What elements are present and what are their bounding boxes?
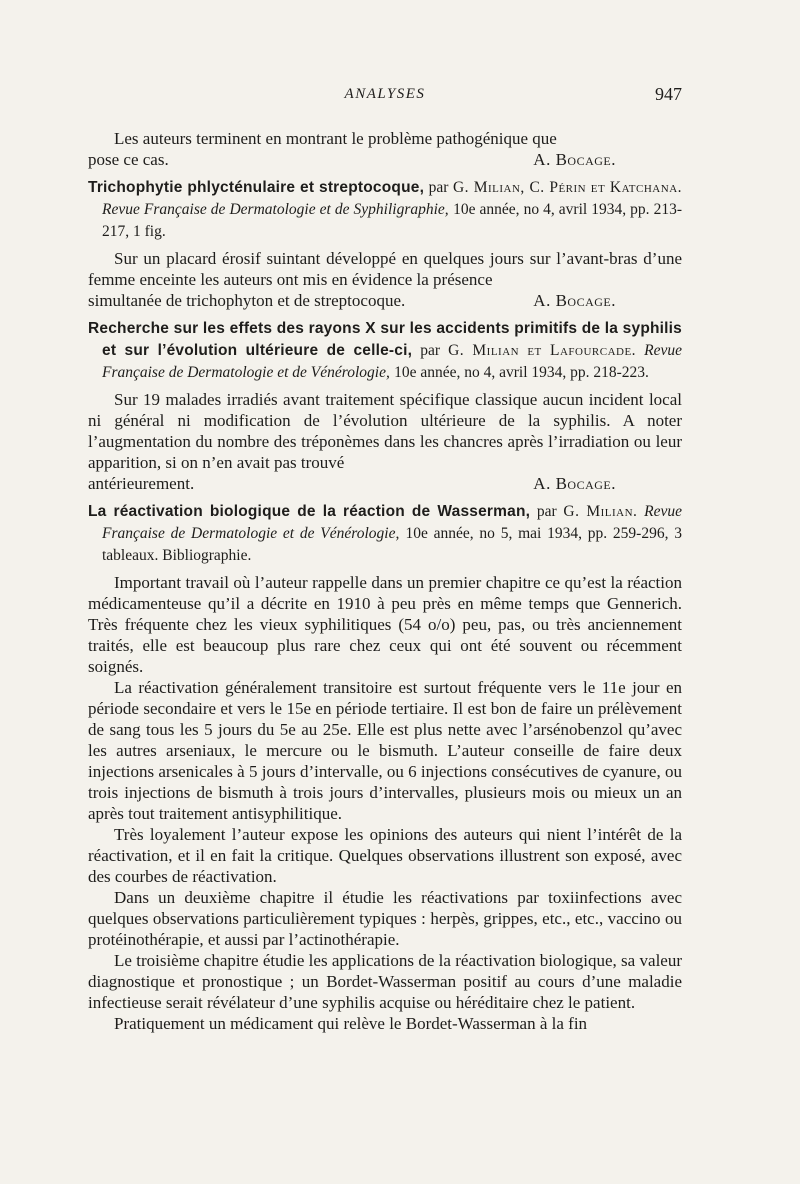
reviewer-signature: A. Bocage. xyxy=(533,291,616,310)
entry-heading xyxy=(88,500,682,566)
signature-line xyxy=(88,290,682,311)
entry-heading xyxy=(88,176,682,242)
entry-authors: G. Milian et Lafourcade. xyxy=(448,342,637,359)
page-number: 947 xyxy=(655,84,682,104)
entry-title: La réactivation biologique de la réaction de Wasserman, xyxy=(88,503,531,520)
entry-par: par xyxy=(428,179,449,196)
entry-journal: Revue Française de Dermatologie et de Vénérologie, xyxy=(102,503,683,542)
running-title: ANALYSES xyxy=(344,86,426,102)
running-header xyxy=(88,82,682,110)
entry-journal: Revue Française de Dermatologie et de Vénérologie, xyxy=(102,342,683,381)
paragraph xyxy=(88,248,682,290)
paragraph-end: pose ce cas. xyxy=(88,150,169,169)
entry-reference: 10e année, no 4, avril 1934, pp. 218-223. xyxy=(394,364,649,381)
paragraph: Dans un deuxième chapitre il étudie les réactivations par toxiinfections avec quelques observations particulièrement typiques : herpès, grippes, etc., etc., vaccino ou protéinothérapie, et aussi par l’actinothérapie. xyxy=(88,888,682,949)
paragraph-text: Les auteurs terminent en montrant le problème pathogénique que xyxy=(114,129,557,148)
paragraph xyxy=(88,128,682,149)
entry-title: Recherche sur les effets des rayons X sur les accidents primitifs de la syphilis et sur l’évolution ultérieure de celle-ci, xyxy=(88,320,682,359)
paragraph: Très loyalement l’auteur expose les opinions des auteurs qui nient l’intérêt de la réactivation, et il en fait la critique. Quelques observations illustrent son exposé, avec des courbes de réactivation. xyxy=(88,825,682,886)
entry-par: par xyxy=(536,503,557,520)
paragraph-end: simultanée de trichophyton et de streptocoque. xyxy=(88,291,406,310)
signature-line xyxy=(88,473,682,494)
entry-reference: 10e année, no 4, avril 1934, pp. 213-217, 1 fig. xyxy=(102,201,682,240)
paragraph: La réactivation généralement transitoire est surtout fréquente vers le 11e jour en période secondaire et vers le 15e en période tertiaire. Il est bon de faire un prélèvement de sang tous les 5 jours du 5e au 25e. Elle est plus nette avec l’arsénobenzol qu’avec les autres arseniaux, le mercure ou le bismuth. L’auteur conseille de faire deux injections arsenicales à 5 jours d’intervalle, ou 6 injections consécutives de cyanure, ou trois injections de bismuth à trois jours d’intervalles, plusieurs mois ou mieux un an après tout traitement antisyphilitique. xyxy=(88,678,682,823)
entry-par: par xyxy=(420,342,441,359)
signature-line xyxy=(88,149,682,170)
reviewer-signature: A. Bocage. xyxy=(533,150,616,169)
paragraph-text: Sur un placard érosif suintant développé en quelques jours sur l’avant-bras d’une femme enceinte les auteurs ont mis en évidence la présence xyxy=(88,249,682,289)
article-body xyxy=(88,128,682,1034)
paragraph: Le troisième chapitre étudie les applications de la réactivation biologique, sa valeur diagnostique et pronostique ; un Bordet-Wasserman positif au cours d’une maladie infectieuse serait révélateur d’une syphilis acquise ou héréditaire chez le patient. xyxy=(88,951,682,1012)
entry-authors: G. Milian, C. Périn et Katchana. xyxy=(452,179,683,196)
paragraph: Pratiquement un médicament qui relève le Bordet-Wasserman à la fin xyxy=(114,1014,588,1033)
paragraph: Important travail où l’auteur rappelle dans un premier chapitre ce qu’est la réaction médicamenteuse qu’il a décrite en 1910 à peu près en même temps que Gennerich. Très fréquente chez les vieux syphilitiques (54 o/o) peu, pas, ou très anciennement traités, elle est beaucoup plus rare chez ceux qui ont été souvent ou récemment soignés. xyxy=(88,573,682,676)
paragraph-text: Sur 19 malades irradiés avant traitement spécifique classique aucun incident local ni général ni modification de l’évolution ultérieure de la syphilis. A noter l’augmentation du nombre des tréponèmes dans les chancres après l’irradiation ou leur apparition, si on n’en avait pas trouvé xyxy=(88,390,682,472)
entry-reference: 10e année, no 5, mai 1934, pp. 259-296, 3 tableaux. Bibliographie. xyxy=(102,525,682,564)
entry-authors: G. Milian. xyxy=(563,503,638,520)
reviewer-signature: A. Bocage. xyxy=(533,474,616,493)
paragraph-end: antérieurement. xyxy=(88,474,195,493)
paragraph xyxy=(88,389,682,473)
entry-journal: Revue Française de Dermatologie et de Syphiligraphie, xyxy=(102,201,449,218)
entry-heading xyxy=(88,317,682,383)
entry-title: Trichophytie phlycténulaire et streptocoque, xyxy=(88,179,425,196)
